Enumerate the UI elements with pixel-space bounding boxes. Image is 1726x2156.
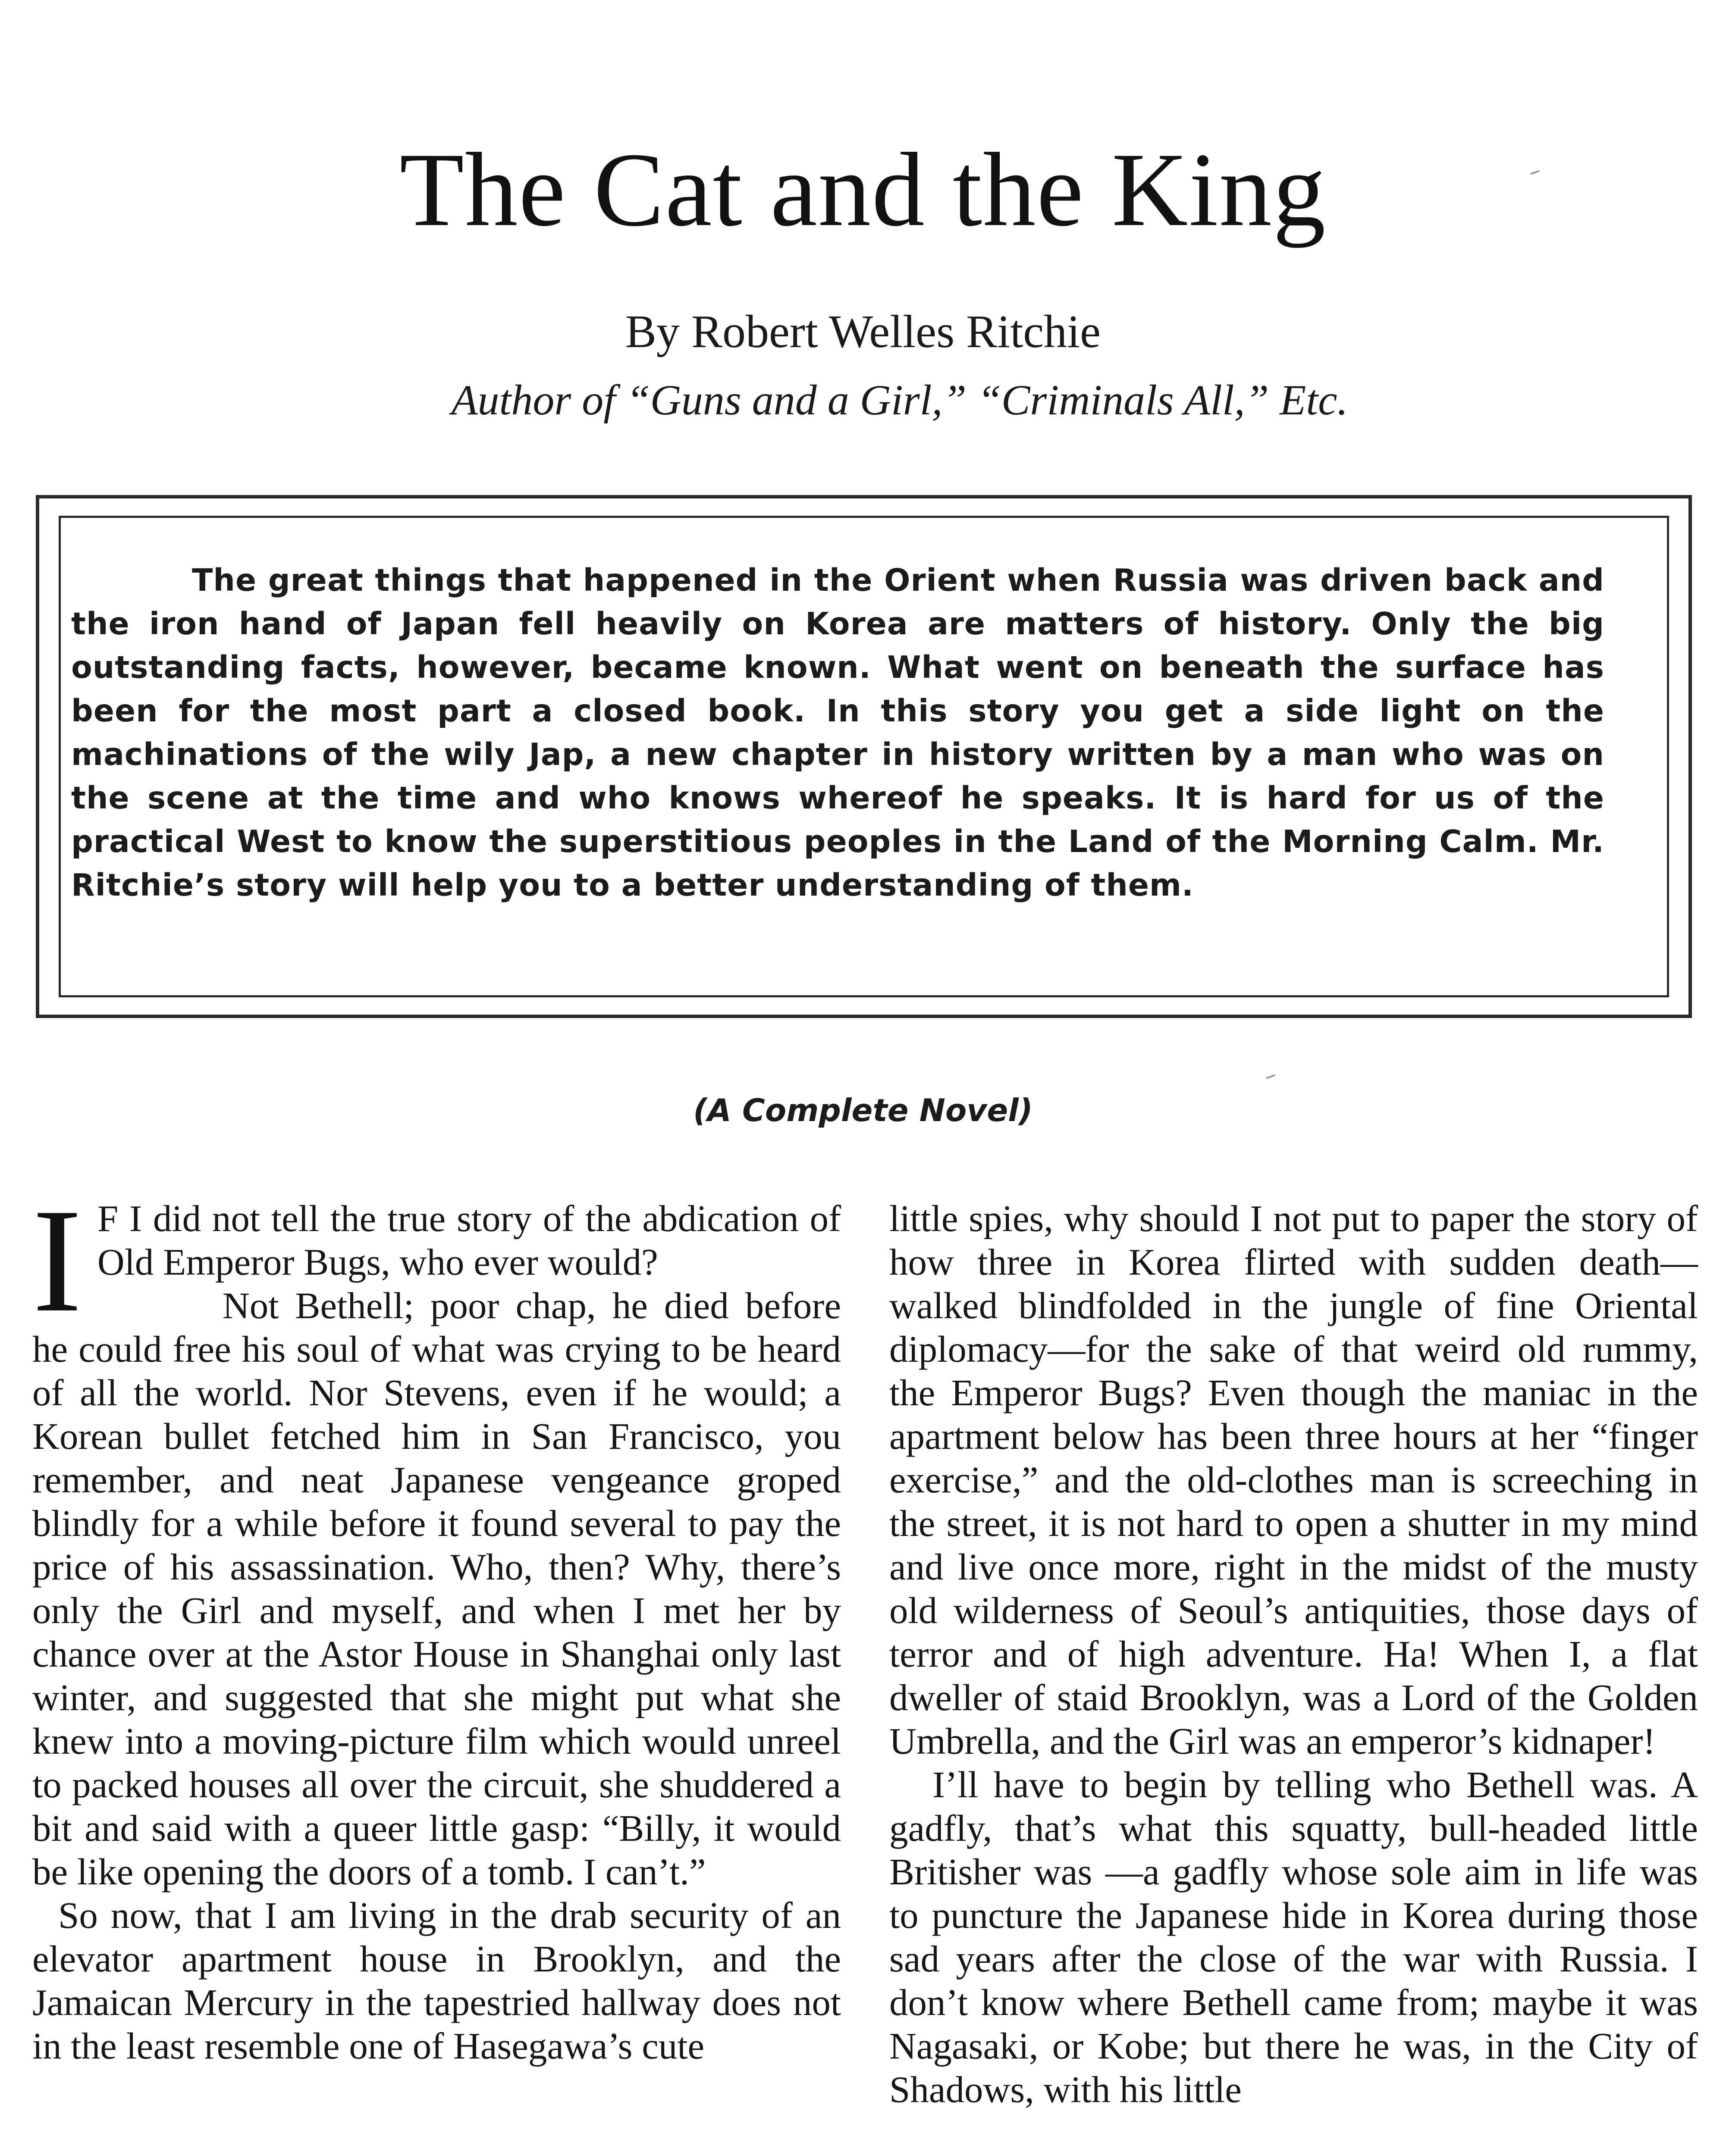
story-title: The Cat and the King xyxy=(399,131,1327,248)
body-paragraph: Not Bethell; poor chap, he died before he could free his soul of what was crying to be heard of all the world. Nor Stevens, even if he would; a Korean bullet fetched him in San Francisco, you remember, and neat Japanese vengeance groped blindly for a while before it found several to pay the price of his assassination. Who, then? Why, there’s only the Girl and myself, and when I met her by chance over at the Astor House in Shanghai only last winter, and suggested that she might put what she knew into a moving-picture film which would unreel to packed houses all over the circuit, she shuddered a bit and said with a queer little gasp: “Billy, it would be like opening the doors of a tomb. I can’t.” xyxy=(32,1285,841,1893)
author-of-suffix: Etc. xyxy=(1280,376,1348,424)
drop-cap: I xyxy=(32,1178,82,1343)
complete-novel-label: (A Complete Novel) xyxy=(693,1092,1033,1128)
opening-paragraph-text: F I did not tell the true story of the abdication of Old Emperor Bugs, who ever would? xyxy=(97,1197,841,1283)
body-paragraph: little spies, why should I not put to paper the story of how three in Korea flirted with sudden death—walked blindfolded in the jungle of fine Oriental diplomacy—for the sake of that weird old rummy, the Emperor Bugs? Even though the maniac in the apartment below has been three hours at her “finger exercise,” and the old-clothes man is screeching in the street, it is not hard to open a shutter in my mind and live once more, right in the midst of the musty old wilderness of Seoul’s antiquities, those days of terror and of high adventure. Ha! When I, a flat dweller of staid Brooklyn, was a Lord of the Golden Umbrella, and the Girl was an emperor’s kidnaper! xyxy=(889,1197,1698,1762)
text-column-left xyxy=(32,1178,841,2068)
author-credits xyxy=(0,373,1726,427)
body-paragraph: I’ll have to begin by telling who Bethell was. A gadfly, that’s what this squatty, bull-headed little Britisher was —a gadfly whose sole aim in life was to puncture the Japanese hide in Korea during those sad years after the close of the war with Russia. I don’t know where Bethell came from; maybe it was Nagasaki, or Kobe; but there he was, in the City of Shadows, with his little xyxy=(889,1764,1698,2110)
editor-blurb: The great things that happened in the Orient when Russia was driven back and the iron hand of Japan fell heavily on Korea are matters of history. Only the big outstanding facts, however, became known. What went on beneath the surface has been for the most part a closed book. In this story you get a side light on the machinations of the wily Jap, a new chapter in history written by a man who was on the scene at the time and who knows whereof he speaks. It is hard for us of the practical West to know the superstitious peoples in the Land of the Morning Calm. Mr. Ritchie’s story will help you to a better understanding of them. xyxy=(71,562,1604,903)
previous-work-2: “Criminals All,” xyxy=(977,376,1269,424)
print-speck xyxy=(1266,1074,1275,1079)
author-of-prefix: Author of xyxy=(451,376,616,424)
previous-work-1: “Guns and a Girl,” xyxy=(626,376,967,424)
opening-paragraph xyxy=(32,1178,841,1343)
byline: By Robert Welles Ritchie xyxy=(625,306,1101,357)
body-paragraph: So now, that I am living in the drab security of an elevator apartment house in Brooklyn, and the Jamaican Mercury in the tapestried hallway does not in the least resemble one of Hasegawa’s cute xyxy=(32,1894,841,2067)
text-column-right xyxy=(889,1197,1698,2111)
